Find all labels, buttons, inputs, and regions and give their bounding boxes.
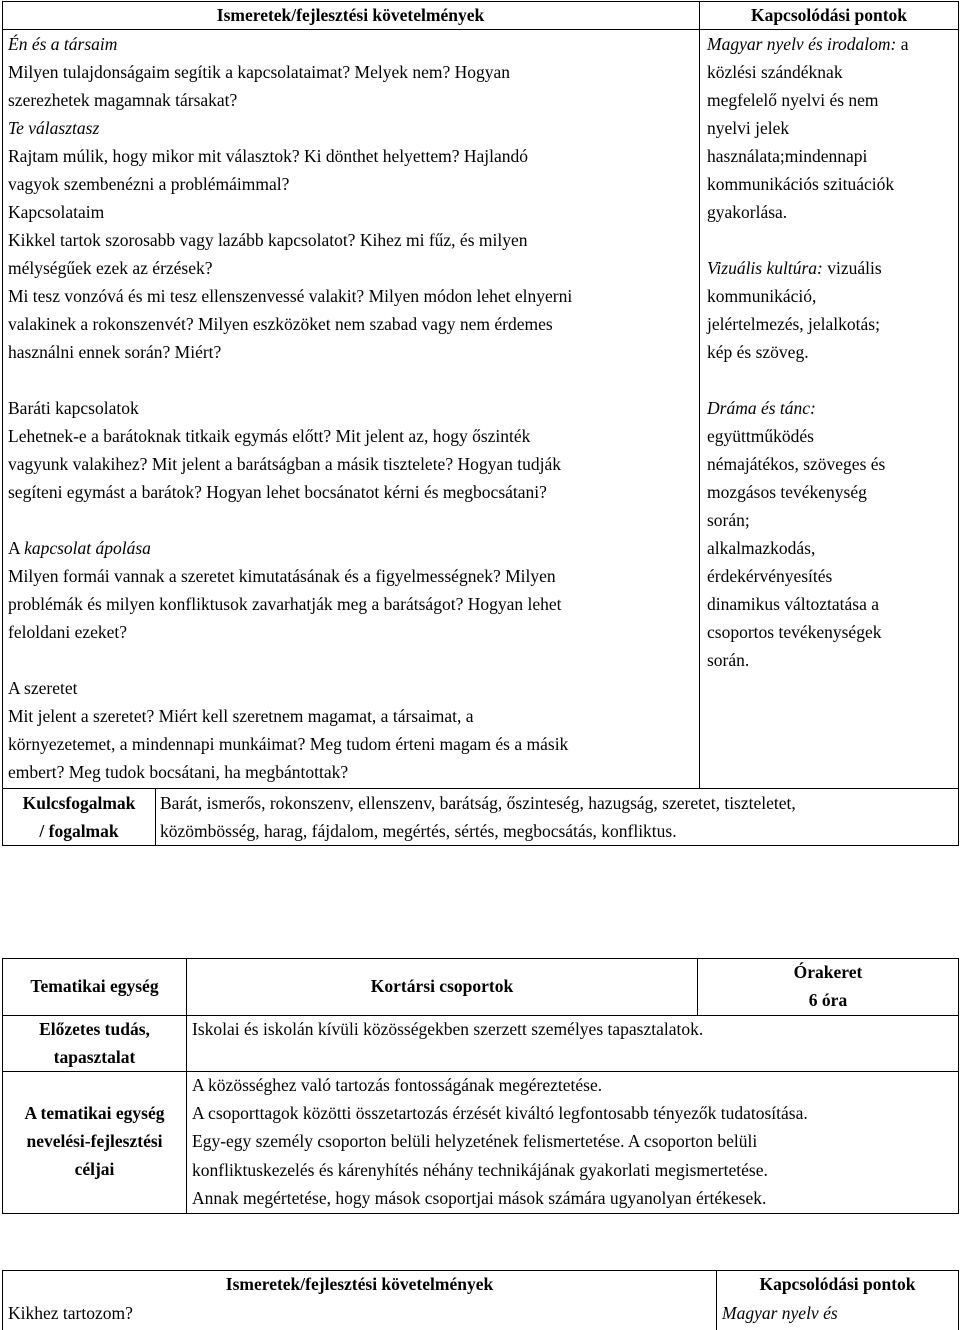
table1-left-line bbox=[8, 338, 698, 366]
table1-right-line-text: Magyar nyelv és irodalom: bbox=[707, 34, 897, 54]
orakeret-label: Órakeret bbox=[793, 962, 863, 982]
table1-left-line-text: A szeretet bbox=[8, 678, 78, 698]
table1-left-line-text: környezetemet, a mindennapi munkáimat? Meg tudom érteni magam és a másik bbox=[8, 734, 569, 754]
table1-header-left: Ismeretek/fejlesztési követelmények bbox=[216, 5, 485, 25]
table1-left-line bbox=[8, 758, 698, 786]
table1-left-line bbox=[8, 226, 698, 254]
kulcsfogalmak-text-line1: Barát, ismerős, rokonszenv, ellenszenv, barátság, őszinteség, hazugság, szeretet, tiszteletet, bbox=[160, 793, 796, 813]
table1-right-line bbox=[707, 254, 957, 282]
table1-left-line bbox=[8, 674, 698, 702]
table1-left-line bbox=[8, 254, 698, 282]
table1-left-line bbox=[8, 310, 698, 338]
kulcsfogalmak-text-line2: közömbösség, harag, fájdalom, megértés, sértés, megbocsátás, konfliktus. bbox=[160, 821, 677, 841]
table1-left-line-text: Baráti kapcsolatok bbox=[8, 398, 139, 418]
table1-left-line-text: Mi tesz vonzóvá és mi tesz ellenszenvessé valakit? Milyen módon lehet elnyerni bbox=[8, 286, 573, 306]
table1-left-line bbox=[8, 730, 698, 758]
table1-right-line-text: érdekérvényesítés bbox=[707, 566, 833, 586]
celjai-label bbox=[3, 1099, 186, 1183]
celjai-line: konfliktuskezelés és kárenyhítés néhány technikájának gyakorlati megismertetése. bbox=[192, 1159, 768, 1180]
table1-left-line bbox=[8, 646, 698, 674]
table1-left-line bbox=[8, 506, 698, 534]
table1-right-line-text: dinamikus változtatása a bbox=[707, 594, 880, 614]
kulcsfogalmak-label bbox=[3, 789, 155, 845]
table1-right-line-suffix: vizuális bbox=[822, 258, 882, 278]
tematikai-egyseg-label: Tematikai egység bbox=[30, 976, 159, 996]
table1-left-line-text: feloldani ezeket? bbox=[8, 622, 128, 642]
table1-right-line bbox=[707, 226, 957, 254]
table1-right-line-suffix: a bbox=[896, 34, 909, 54]
table3-header-left: Ismeretek/fejlesztési követelmények bbox=[225, 1274, 494, 1294]
table1-left-line-text: embert? Meg tudok bocsátani, ha megbántottak? bbox=[8, 762, 349, 782]
table1-left-line-mixed bbox=[8, 538, 151, 558]
table1-right-line bbox=[707, 562, 957, 590]
table1-left-line bbox=[8, 58, 698, 86]
table1-right-line-text: során; bbox=[707, 510, 750, 530]
table1-left-line bbox=[8, 590, 698, 618]
table1-left-line bbox=[8, 282, 698, 310]
table1-right-line-text: alkalmazkodás, bbox=[707, 538, 816, 558]
mixed-part-italic: kapcsolat ápolása bbox=[24, 538, 151, 558]
table1-right-line-text: nyelvi jelek bbox=[707, 118, 790, 138]
table1-left-line-text: Lehetnek-e a barátoknak titkaik egymás előtt? Mit jelent az, hogy őszinték bbox=[8, 426, 531, 446]
table1-left-line-text: vagyok szembenézni a problémáimmal? bbox=[8, 174, 290, 194]
table1-left-line-text: Mit jelent a szeretet? Miért kell szeretnem magamat, a társaimat, a bbox=[8, 706, 474, 726]
table1-right-line-text: némajátékos, szöveges és bbox=[707, 454, 886, 474]
table1-right-line bbox=[707, 422, 957, 450]
table1-right-line bbox=[707, 450, 957, 478]
table1-left-line bbox=[8, 534, 698, 562]
table1-left-line bbox=[8, 366, 698, 394]
table1-left-line bbox=[8, 562, 698, 590]
table1-right-line-text: közlési szándéknak bbox=[707, 62, 843, 82]
table1-right-line bbox=[707, 478, 957, 506]
celjai-text bbox=[192, 1071, 957, 1212]
table1-left-line bbox=[8, 422, 698, 450]
table1-right-line-text: kommunikációs szituációk bbox=[707, 174, 895, 194]
table1-left-line-text: Te választasz bbox=[8, 118, 100, 138]
table1-right-line bbox=[707, 590, 957, 618]
table1-left-line-text: problémák és milyen konfliktusok zavarhatják meg a barátságot? Hogyan lehet bbox=[8, 594, 562, 614]
table3-right-first: Magyar nyelv és bbox=[722, 1303, 838, 1323]
table1-right-line bbox=[707, 58, 957, 86]
elozetes-tudas-label bbox=[3, 1015, 186, 1071]
table1-right-line-text: csoportos tevékenységek bbox=[707, 622, 882, 642]
celjai-line: Annak megértetése, hogy mások csoportjai mások számára ugyanolyan értékesek. bbox=[192, 1187, 767, 1208]
table1-left-line-text: Rajtam múlik, hogy mikor mit választok? Ki dönthet helyettem? Hajlandó bbox=[8, 146, 529, 166]
table1-right-line-text: gyakorlása. bbox=[707, 202, 788, 222]
table1-right-line bbox=[707, 170, 957, 198]
table1-right-line bbox=[707, 86, 957, 114]
table3-left-first: Kikhez tartozom? bbox=[8, 1303, 133, 1323]
celjai-label-line3: céljai bbox=[74, 1159, 115, 1179]
table1-right-line bbox=[707, 282, 957, 310]
celjai-label-line2: nevelési-fejlesztési bbox=[26, 1131, 163, 1151]
table1-right-line-text: mozgásos tevékenység bbox=[707, 482, 867, 502]
table1-left-line-text: Kapcsolataim bbox=[8, 202, 105, 222]
unit-title: Kortársi csoportok bbox=[370, 976, 514, 996]
table1-right-line bbox=[707, 30, 957, 58]
table1-left-line bbox=[8, 450, 698, 478]
table1-left-line-text: vagyunk valakihez? Mit jelent a barátságban a másik tisztelete? Hogyan tudják bbox=[8, 454, 561, 474]
table1-right-line-text: megfelelő nyelvi és nem bbox=[707, 90, 879, 110]
table1-right-line-text: kép és szöveg. bbox=[707, 342, 809, 362]
table1-left-line bbox=[8, 170, 698, 198]
table1-right-line bbox=[707, 198, 957, 226]
table1-left-line-text: szerezhetek magamnak társakat? bbox=[8, 90, 238, 110]
table1-right-line bbox=[707, 114, 957, 142]
table1-right-line-text: kommunikáció, bbox=[707, 286, 817, 306]
orakeret-value: 6 óra bbox=[808, 990, 848, 1010]
celjai-line: A csoporttagok közötti összetartozás érzését kiváltó legfontosabb tényezők tudatosítása. bbox=[192, 1103, 808, 1124]
table1-left-line bbox=[8, 702, 698, 730]
table1-right-line bbox=[707, 618, 957, 646]
orakeret bbox=[698, 958, 958, 1014]
table1-right-line bbox=[707, 506, 957, 534]
celjai-line: Egy-egy személy csoporton belüli helyzetének felismertetése. A csoporton belüli bbox=[192, 1131, 758, 1152]
elozetes-label-line2: tapasztalat bbox=[53, 1047, 136, 1067]
table1-left-line-text: valakinek a rokonszenvét? Milyen eszközöket nem szabad vagy nem érdemes bbox=[8, 314, 553, 334]
table1-left-line-text: Én és a társaim bbox=[8, 34, 118, 54]
table1-right-line-text: jelértelmezés, jelalkotás; bbox=[707, 314, 880, 334]
table1-right-line-text: használata;mindennapi bbox=[707, 146, 868, 166]
table1-left-line bbox=[8, 114, 698, 142]
table1-right-line bbox=[707, 142, 957, 170]
table1-right-line-text: Vizuális kultúra: bbox=[707, 258, 823, 278]
elozetes-label-line1: Előzetes tudás, bbox=[39, 1019, 150, 1039]
table1-right-line bbox=[707, 646, 957, 674]
table1-left-line bbox=[8, 478, 698, 506]
elozetes-tudas-text: Iskolai és iskolán kívüli közösségekben szerzett személyes tapasztalatok. bbox=[192, 1019, 704, 1039]
table1-left-line-text: Milyen formái vannak a szeretet kimutatásának és a figyelmességnek? Milyen bbox=[8, 566, 556, 586]
table1-right-line bbox=[707, 338, 957, 366]
table1-right-line-text: Dráma és tánc: bbox=[707, 398, 816, 418]
kulcsfogalmak-text bbox=[160, 789, 957, 845]
table1-left-line bbox=[8, 30, 698, 58]
table1-left-line-text: Kikkel tartok szorosabb vagy lazább kapcsolatot? Kihez mi fűz, és milyen bbox=[8, 230, 528, 250]
table1-right-line bbox=[707, 310, 957, 338]
kulcsfogalmak-label-line2: / fogalmak bbox=[39, 821, 119, 841]
table1-left-line bbox=[8, 394, 698, 422]
table1-left-line-text: segíteni egymást a barátok? Hogyan lehet bocsánatot kérni és megbocsátani? bbox=[8, 482, 547, 502]
table1-header-right: Kapcsolódási pontok bbox=[750, 5, 908, 25]
table1-left-line-text: használni ennek során? Miért? bbox=[8, 342, 222, 362]
mixed-part-regular: A bbox=[8, 538, 25, 558]
table3-header-right: Kapcsolódási pontok bbox=[759, 1274, 916, 1294]
table1-left-line bbox=[8, 142, 698, 170]
table1-left-line-text: Milyen tulajdonságaim segítik a kapcsolataimat? Melyek nem? Hogyan bbox=[8, 62, 511, 82]
table1-right-line bbox=[707, 366, 957, 394]
table1-left-line bbox=[8, 198, 698, 226]
table1-right-line-text: együttműködés bbox=[707, 426, 814, 446]
table1-right-line-text: során. bbox=[707, 650, 750, 670]
table1-left-line-text: mélységűek ezek az érzések? bbox=[8, 258, 213, 278]
table1-left-line bbox=[8, 618, 698, 646]
table1-left-line bbox=[8, 86, 698, 114]
celjai-line: A közösséghez való tartozás fontosságának megéreztetése. bbox=[192, 1075, 603, 1095]
celjai-label-line1: A tematikai egység bbox=[24, 1103, 165, 1123]
table1-left-cell bbox=[8, 30, 698, 786]
kulcsfogalmak-label-line1: Kulcsfogalmak bbox=[22, 793, 136, 813]
table1-right-line bbox=[707, 534, 957, 562]
table1-right-cell bbox=[707, 30, 957, 674]
table1-right-line bbox=[707, 394, 957, 422]
